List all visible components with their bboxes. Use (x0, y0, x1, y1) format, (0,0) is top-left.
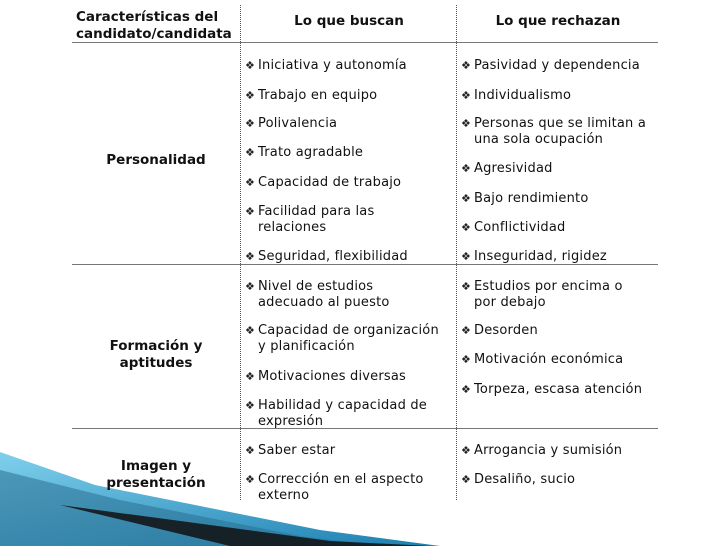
list-item: ❖ Inseguridad, rigidez (461, 249, 607, 264)
column-divider (456, 5, 457, 500)
diamond-bullet-icon: ❖ (461, 280, 472, 293)
diamond-bullet-icon: ❖ (245, 59, 256, 72)
list-item: ❖ Trabajo en equipo (245, 88, 378, 103)
diamond-bullet-icon: ❖ (245, 399, 256, 412)
list-item: ❖ Corrección en el aspecto externo (245, 472, 424, 503)
diamond-bullet-icon: ❖ (461, 444, 472, 457)
diamond-bullet-icon: ❖ (245, 280, 256, 293)
diamond-bullet-icon: ❖ (245, 117, 256, 130)
header-characteristics: Características del candidato/candidata (76, 9, 232, 42)
list-item: ❖ Estudios por encima o por debajo (461, 279, 623, 310)
category-formacion: Formación y aptitudes (109, 338, 203, 371)
diamond-bullet-icon: ❖ (461, 473, 472, 486)
diamond-bullet-icon: ❖ (461, 250, 472, 263)
diamond-bullet-icon: ❖ (461, 383, 472, 396)
diamond-bullet-icon: ❖ (461, 162, 472, 175)
list-item: ❖ Polivalencia (245, 116, 338, 131)
header-seek: Lo que buscan (294, 13, 404, 29)
header-reject: Lo que rechazan (495, 13, 621, 29)
diamond-bullet-icon: ❖ (461, 221, 472, 234)
diamond-bullet-icon: ❖ (245, 473, 256, 486)
list-item: ❖ Iniciativa y autonomía (245, 58, 407, 73)
category-imagen: Imagen y presentación (106, 458, 206, 491)
diamond-bullet-icon: ❖ (245, 176, 256, 189)
diamond-bullet-icon: ❖ (461, 117, 472, 130)
diamond-bullet-icon: ❖ (461, 353, 472, 366)
list-item: ❖ Desorden (461, 323, 538, 338)
column-divider (240, 5, 241, 500)
list-item: ❖ Saber estar (245, 443, 336, 458)
list-item: ❖ Torpeza, escasa atención (461, 382, 643, 397)
list-item: ❖ Personas que se limitan a una sola ocupación (461, 116, 646, 147)
diamond-bullet-icon: ❖ (245, 324, 256, 337)
list-item: ❖ Individualismo (461, 88, 572, 103)
diamond-bullet-icon: ❖ (461, 192, 472, 205)
list-item: ❖ Capacidad de organización y planificación (245, 323, 439, 354)
diamond-bullet-icon: ❖ (461, 89, 472, 102)
list-item: ❖ Conflictividad (461, 220, 566, 235)
diamond-bullet-icon: ❖ (461, 324, 472, 337)
list-item: ❖ Pasividad y dependencia (461, 58, 640, 73)
list-item: ❖ Agresividad (461, 161, 553, 176)
list-item: ❖ Motivaciones diversas (245, 369, 407, 384)
list-item: ❖ Seguridad, flexibilidad (245, 249, 408, 264)
diamond-bullet-icon: ❖ (245, 250, 256, 263)
list-item: ❖ Habilidad y capacidad de expresión (245, 398, 428, 429)
list-item: ❖ Desaliño, sucio (461, 472, 576, 487)
diamond-bullet-icon: ❖ (245, 146, 256, 159)
list-item: ❖ Trato agradable (245, 145, 364, 160)
seek-column (242, 5, 456, 503)
list-item: ❖ Motivación económica (461, 352, 624, 367)
list-item: ❖ Nivel de estudios adecuado al puesto (245, 279, 390, 310)
diamond-bullet-icon: ❖ (245, 444, 256, 457)
diamond-bullet-icon: ❖ (461, 59, 472, 72)
category-personalidad: Personalidad (106, 152, 206, 168)
diamond-bullet-icon: ❖ (245, 89, 256, 102)
list-item: ❖ Facilidad para las relaciones (245, 204, 375, 235)
diamond-bullet-icon: ❖ (245, 205, 256, 218)
candidate-characteristics-table (72, 5, 658, 503)
list-item: ❖ Arrogancia y sumisión (461, 443, 623, 458)
list-item: ❖ Bajo rendimiento (461, 191, 589, 206)
diamond-bullet-icon: ❖ (245, 370, 256, 383)
reject-column (458, 5, 658, 500)
list-item: ❖ Capacidad de trabajo (245, 175, 402, 190)
